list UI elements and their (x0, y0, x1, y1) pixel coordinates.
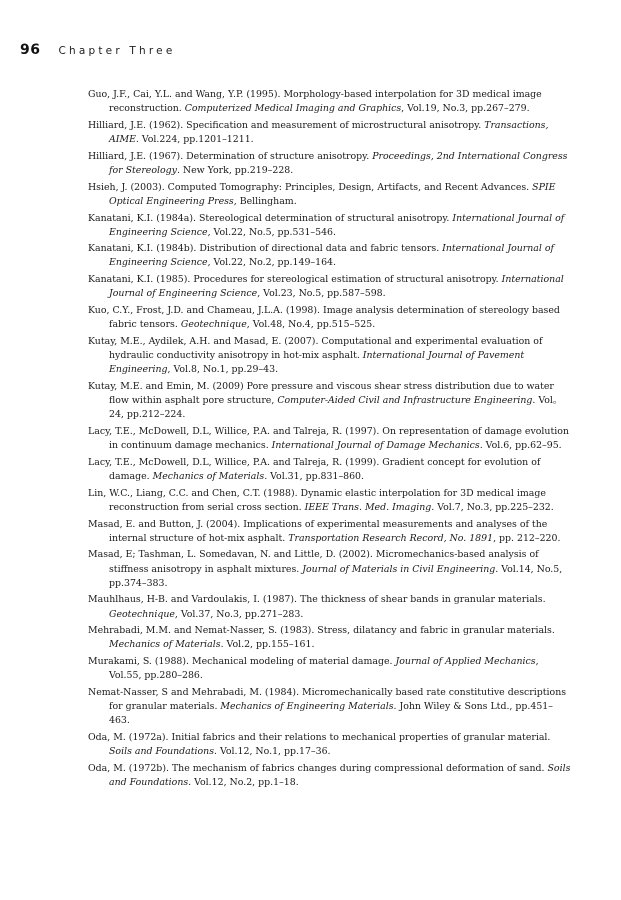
reference-entry (88, 456, 572, 484)
reference-entry (88, 624, 572, 652)
reference-text: , Bellingham. (233, 195, 297, 207)
reference-text: , Vol.22, No.2, pp.149–164. (207, 257, 336, 269)
reference-text: , Vol.8, No.1, pp.29–43. (167, 364, 279, 376)
reference-text: Hilliard, J.E. (1962). Specification and measurement of microstructural anisotropy. (88, 119, 485, 131)
reference-source: SPIE Optical Engineering Press (109, 181, 556, 207)
reference-source: Geotechnique (109, 608, 175, 620)
reference-text: Lacy, T.E., McDowell, D.L, Willice, P.A. and Talreja, R. (1997). On representation of damage evolution in continuum damage mechanics. (88, 425, 569, 452)
reference-text: Hsieh, J. (2003). Computed Tomography: Principles, Design, Artifacts, and Recent Advances. (88, 181, 533, 193)
reference-entry (88, 119, 572, 147)
reference-text: Kutay, M.E., Aydilek, A.H. and Masad, E. (2007). Computational and experimental evaluation of hydraulic conductivity anisotropy in hot-mix asphalt. (88, 336, 543, 362)
reference-list (88, 88, 572, 793)
chapter-title: Chapter Three (58, 45, 176, 57)
reference-entry (88, 593, 572, 621)
reference-source: Mechanics of Materials (152, 470, 265, 482)
reference-text: Oda, M. (1972a). Initial fabrics and their relations to mechanical properties of granular material. (88, 732, 551, 743)
reference-text: Masad, E; Tashman, L. Somedavan, N. and Little, D. (2002). Micromechanics-based analysis of stiffness anisotropy in asphalt mixtures. (88, 549, 539, 575)
reference-text: Lacy, T.E., McDowell, D.L, Willice, P.A. and Talreja, R. (1999). Gradient concept for evolution of damage. (88, 456, 541, 482)
running-header (20, 42, 175, 58)
reference-text: , Vol.37, No.3, pp.271–283. (174, 608, 304, 620)
reference-source: International Journal of Engineering Science (109, 243, 554, 269)
reference-entry (88, 88, 572, 116)
reference-entry (88, 487, 572, 515)
reference-source: Transportation Research Record, No. 1891 (288, 532, 494, 544)
page-number: 96 (20, 42, 41, 58)
reference-text: , Vol.23, No.5, pp.587–598. (257, 288, 386, 300)
reference-source: International Journal of Engineering Science (109, 212, 565, 238)
reference-source: Journal of Materials in Civil Engineering (302, 563, 496, 575)
reference-entry (88, 686, 572, 728)
reference-source: Computerized Medical Imaging and Graphics (184, 103, 402, 115)
reference-text: . John Wiley & Sons Ltd., pp.451–463. (109, 701, 553, 727)
reference-entry (88, 150, 572, 178)
reference-text: Guo, J.F., Cai, Y.L. and Wang, Y.P. (1995). Morphology-based interpolation for 3D medical image reconstruction. (88, 89, 542, 115)
reference-text: . Vol.224, pp.1201–1211. (135, 133, 254, 145)
reference-text: Kutay, M.E. and Emin, M. (2009) Pore pressure and viscous shear stress distribution due to water flow within asphalt pore structure, (88, 380, 554, 407)
reference-source: Soils and Foundations (109, 746, 215, 758)
reference-source: IEEE Trans. Med. Imaging (304, 501, 432, 513)
reference-text: Murakami, S. (1988). Mechanical modeling of material damage. (88, 656, 396, 668)
reference-text: Kanatani, K.I. (1985). Procedures for stereological estimation of structural anisotropy. (88, 274, 502, 286)
reference-entry (88, 655, 572, 683)
reference-text: Mauhlhaus, H-B. and Vardoulakis, I. (1987). The thickness of shear bands in granular materials. (88, 594, 546, 606)
reference-entry (88, 762, 572, 790)
reference-entry (88, 181, 572, 209)
reference-text: Oda, M. (1972b). The mechanism of fabrics changes during compressional deformation of sand. (88, 762, 548, 774)
reference-text: Kanatani, K.I. (1984a). Stereological determination of structural anisotropy. (88, 212, 453, 224)
reference-entry (88, 335, 572, 377)
reference-text: Mehrabadi, M.M. and Nemat-Nasser, S. (1983). Stress, dilatancy and fabric in granular materials. (88, 625, 555, 637)
reference-entry (88, 380, 572, 422)
reference-text: . Vol。24, pp.212–224. (109, 395, 563, 421)
reference-text: Nemat-Nasser, S and Mehrabadi, M. (1984). Micromechanically based rate constitutive descriptions for granular materials. (88, 687, 567, 713)
reference-text: . Vol.12, No.1, pp.17–36. (214, 746, 331, 758)
reference-entry (88, 242, 572, 270)
reference-text: Kanatani, K.I. (1984b). Distribution of directional data and fabric tensors. (88, 243, 443, 255)
reference-entry (88, 304, 572, 332)
reference-text: . Vol.14, No.5, pp.374–383. (109, 563, 563, 589)
reference-text: . Vol.2, pp.155–161. (220, 639, 315, 651)
reference-text: . New York, pp.219–228. (176, 164, 294, 176)
reference-text: , Vol.22, No.5, pp.531–546. (207, 226, 336, 238)
reference-source: International Journal of Engineering Science (109, 274, 564, 300)
reference-text: . Vol.12, No.2, pp.1–18. (188, 776, 299, 788)
reference-entry (88, 425, 572, 453)
reference-text: , pp. 212–220. (493, 532, 561, 544)
reference-text: , Vol.48, No.4, pp.515–525. (246, 319, 376, 331)
reference-source: Mechanics of Materials (109, 639, 221, 651)
reference-text: Masad, E. and Button, J. (2004). Implications of experimental measurements and analyses of the internal structure of hot-mix asphalt. (88, 518, 548, 544)
reference-source: Soils and Foundations (109, 762, 571, 788)
reference-entry (88, 518, 572, 546)
reference-text: . Vol.31, pp.831–860. (264, 470, 365, 482)
reference-source: Proceedings, 2nd International Congress for Stereology (109, 150, 568, 176)
reference-source: International Journal of Damage Mechanics (271, 440, 480, 452)
reference-source: Mechanics of Engineering Materials (220, 701, 394, 713)
reference-text: , Vol.19, No.3, pp.267–279. (401, 103, 530, 115)
reference-entry (88, 273, 572, 301)
reference-text: Kuo, C.Y., Frost, J.D. and Chameau, J.L.A. (1998). Image analysis determination of stereology based fabric tensors. (88, 305, 560, 331)
reference-source: Journal of Applied Mechanics (395, 656, 536, 668)
reference-entry (88, 548, 572, 590)
reference-source: Geotechnique (180, 319, 247, 331)
reference-text: Hilliard, J.E. (1967). Determination of structure anisotropy. (88, 150, 373, 162)
reference-text: . Vol.7, No.3, pp.225–232. (431, 501, 554, 513)
reference-source: Computer-Aided Civil and Infrastructure Engineering (277, 395, 533, 407)
reference-entry (88, 731, 572, 759)
reference-text: , Vol.55, pp.280–286. (109, 656, 539, 682)
reference-text: . Vol.6, pp.62–95. (479, 440, 562, 452)
reference-source: Transactions, AIME (109, 119, 549, 145)
reference-text: Lin, W.C., Liang, C.C. and Chen, C.T. (1988). Dynamic elastic interpolation for 3D medical image reconstruction from serial cross section. (88, 487, 546, 513)
reference-entry (88, 212, 572, 240)
reference-source: International Journal of Pavement Engineering (109, 350, 525, 376)
